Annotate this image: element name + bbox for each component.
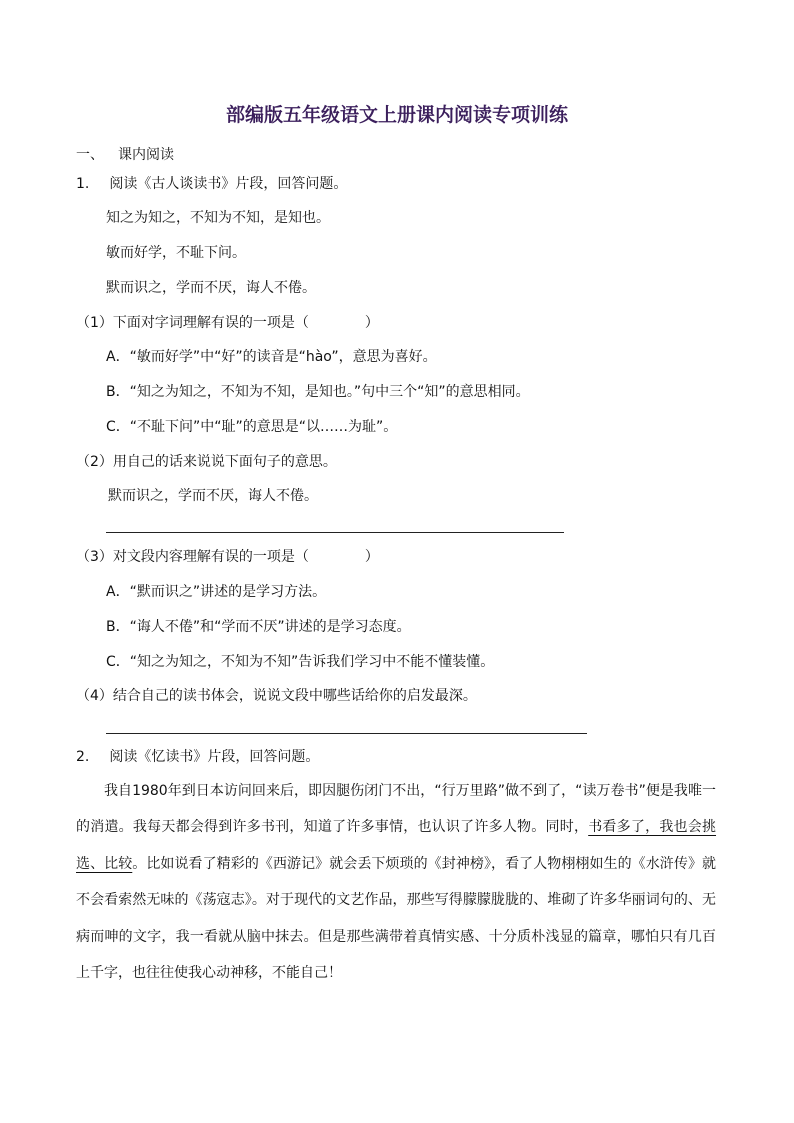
sub-question-3: （3）对文段内容理解有误的一项是（ ） bbox=[76, 549, 379, 565]
sub1-option-a[interactable]: A．“敏而好学”中“好”的读音是“hào”，意思为喜好。 bbox=[106, 349, 437, 365]
section-number: 一、 bbox=[76, 147, 104, 163]
passage-line-3: 默而识之，学而不厌，诲人不倦。 bbox=[106, 280, 316, 296]
question-2-heading bbox=[76, 747, 319, 767]
passage-line-1: 知之为知之，不知为不知，是知也。 bbox=[106, 210, 330, 226]
sub3-option-b[interactable]: B．“诲人不倦”和“学而不厌”讲述的是学习态度。 bbox=[106, 619, 411, 635]
question-2-number: 2. bbox=[76, 749, 90, 765]
reading-passage bbox=[76, 773, 716, 991]
question-1-prompt: 阅读《古人谈读书》片段，回答问题。 bbox=[109, 176, 348, 192]
passage-text-before: 我自1980年到日本访问回来后，即因腿伤闭门不出，“行万里路”做不到了，“读万卷书”便是我唯一的消遣。我每天都会得到许多书刊，知道了许多事情，也认识了许多人物。同时， bbox=[76, 783, 716, 836]
sub3-option-a[interactable]: A．“默而识之”讲述的是学习方法。 bbox=[106, 584, 327, 600]
sub2-quote: 默而识之，学而不厌，诲人不倦。 bbox=[108, 488, 318, 504]
passage-text-after: 。比如说看了精彩的《西游记》就会丢下烦琐的《封神榜》，看了人物栩栩如生的《水浒传》就不会看索然无味的《荡寇志》。对于现代的文艺作品，那些写得朦朦胧胧的、堆砌了许多华丽词句的、无病而呻的文字，我一看就从脑中抹去。但是那些满带着真情实感、十分质朴浅显的篇章，哪怕只有几百上千字，也往往使我心动神移，不能自己！ bbox=[76, 855, 717, 982]
passage-line-2: 敏而好学，不耻下问。 bbox=[106, 245, 246, 261]
answer-line-sub4[interactable] bbox=[106, 733, 587, 734]
section-label: 课内阅读 bbox=[118, 147, 174, 163]
page-title: 部编版五年级语文上册课内阅读专项训练 bbox=[225, 104, 568, 126]
sub-question-1: （1）下面对字词理解有误的一项是（ ） bbox=[76, 315, 379, 331]
question-1-heading bbox=[76, 174, 347, 194]
answer-line-sub2[interactable] bbox=[106, 532, 564, 533]
question-1-number: 1. bbox=[76, 176, 90, 192]
sub1-option-c[interactable]: C．“不耻下问”中“耻”的意思是“以……为耻”。 bbox=[106, 419, 398, 435]
sub3-option-c[interactable]: C．“知之为知之，不知为不知”告诉我们学习中不能不懂装懂。 bbox=[106, 654, 495, 670]
sub1-option-b[interactable]: B．“知之为知之，不知为不知，是知也。”句中三个“知”的意思相同。 bbox=[106, 384, 530, 400]
passage-underlined-phrase: 书看多了，我也会挑选、比较 bbox=[76, 819, 717, 872]
section-heading bbox=[76, 145, 174, 165]
question-2-prompt: 阅读《忆读书》片段，回答问题。 bbox=[109, 749, 320, 765]
sub-question-4: （4）结合自己的读书体会，说说文段中哪些话给你的启发最深。 bbox=[76, 688, 477, 704]
sub-question-2: （2）用自己的话来说说下面句子的意思。 bbox=[76, 454, 337, 470]
